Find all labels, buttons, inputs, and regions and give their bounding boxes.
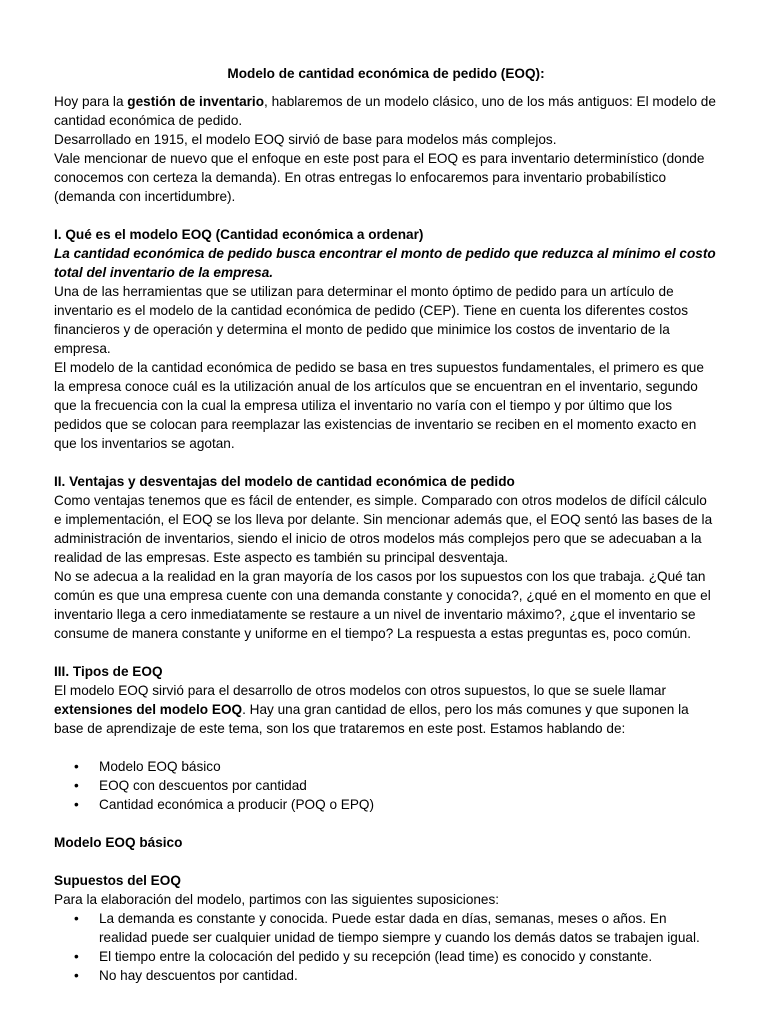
intro-text-a: Hoy para la — [54, 94, 128, 110]
section-2-paragraph-1: Como ventajas tenemos que es fácil de entender, es simple. Comparado con otros modelos de difícil cálculo e implementación, el EOQ se los lleva por delante. Sin mencionar además que, el EOQ sentó las bases de la administración de inventarios, siendo el inicio de otros modelos más complejos pero que se adecuaban a la realidad de las empresas. Este aspecto es también su principal desventaja. — [54, 493, 713, 566]
section-2-heading: II. Ventajas y desventajas del modelo de cantidad económica de pedido — [54, 474, 515, 490]
intro-text-b: , hablaremos de un modelo clásico, uno de los más antiguos: El modelo de cantidad económica de pedido. — [54, 94, 716, 129]
section-5-paragraph-1: Para la elaboración del modelo, partimos con las siguientes suposiciones: — [54, 892, 500, 908]
list-item: • El tiempo entre la colocación del pedido y su recepción (lead time) es conocido y constante. — [74, 947, 718, 966]
eoq-extensions-term: extensiones del modelo EOQ — [54, 702, 243, 718]
eoq-types-list — [54, 757, 718, 814]
section-1-lead: La cantidad económica de pedido busca encontrar el monto de pedido que reduzca al mínimo el costo total del inventario de la empresa. — [54, 246, 716, 281]
list-item: • Modelo EOQ básico — [74, 757, 718, 776]
section-3-paragraph-1 — [54, 681, 718, 738]
intro-paragraph-1 — [54, 92, 718, 130]
intro-paragraph-3: Vale mencionar de nuevo que el enfoque en este post para el EOQ es para inventario determinístico (donde conocemos con certeza la demanda). En otras entregas lo enfocaremos para inventario probabilístico (demanda con incertidumbre). — [54, 151, 705, 205]
intro-paragraph-2: Desarrollado en 1915, el modelo EOQ sirvió de base para modelos más complejos. — [54, 132, 557, 148]
list-item: • La demanda es constante y conocida. Puede estar dada en días, semanas, meses o años. En realidad puede ser cualquier unidad de tiempo siempre y cuando los demás datos se trabajen igual. — [74, 909, 718, 947]
list-item: • EOQ con descuentos por cantidad — [74, 776, 718, 795]
section-1-heading: I. Qué es el modelo EOQ (Cantidad económica a ordenar) — [54, 227, 424, 243]
section-1-paragraph-2: El modelo de la cantidad económica de pedido se basa en tres supuestos fundamentales, el primero es que la empresa conoce cuál es la utilización anual de los artículos que se encuentran en el inventario, segundo que la frecuencia con la cual la empresa utiliza el inventario no varía con el tiempo y por último que los pedidos que se colocan para reemplazar las existencias de inventario se reciben en el momento exacto en que los inventarios se agotan. — [54, 360, 704, 452]
section-3-heading: III. Tipos de EOQ — [54, 664, 163, 680]
list-item: • Cantidad económica a producir (POQ o EPQ) — [74, 795, 718, 814]
section-4-heading: Modelo EOQ básico — [54, 835, 183, 851]
list-item: • No hay descuentos por cantidad. — [74, 966, 718, 985]
inventory-management-term: gestión de inventario — [127, 94, 265, 110]
section-1-paragraph-1: Una de las herramientas que se utilizan para determinar el monto óptimo de pedido para un artículo de inventario es el modelo de la cantidad económica de pedido (CEP). Tiene en cuenta los diferentes costos financieros y de operación y determina el monto de pedido que minimice los costos de inventario de la empresa. — [54, 284, 689, 357]
eoq-assumptions-list — [54, 909, 718, 985]
document-title: Modelo de cantidad económica de pedido (EOQ): — [227, 66, 545, 82]
section-2-paragraph-2: No se adecua a la realidad en la gran mayoría de los casos por los supuestos con los que trabaja. ¿Qué tan común es que una empresa cuente con una demanda constante y conocida?, ¿qué en el momento en que el inventario llega a cero inmediatamente se restaure a un nivel de inventario máximo?, ¿que el inventario se consume de manera constante y uniforme en el tiempo? La respuesta a estas preguntas es, poco común. — [54, 569, 711, 642]
section-3-text-b: . Hay una gran cantidad de ellos, pero los más comunes y que suponen la base de aprendizaje de este tema, son los que trataremos en este post. Estamos hablando de: — [54, 702, 689, 737]
section-3-text-a: El modelo EOQ sirvió para el desarrollo de otros modelos con otros supuestos, lo que se suele llamar — [54, 683, 667, 699]
section-5-heading: Supuestos del EOQ — [54, 873, 181, 889]
